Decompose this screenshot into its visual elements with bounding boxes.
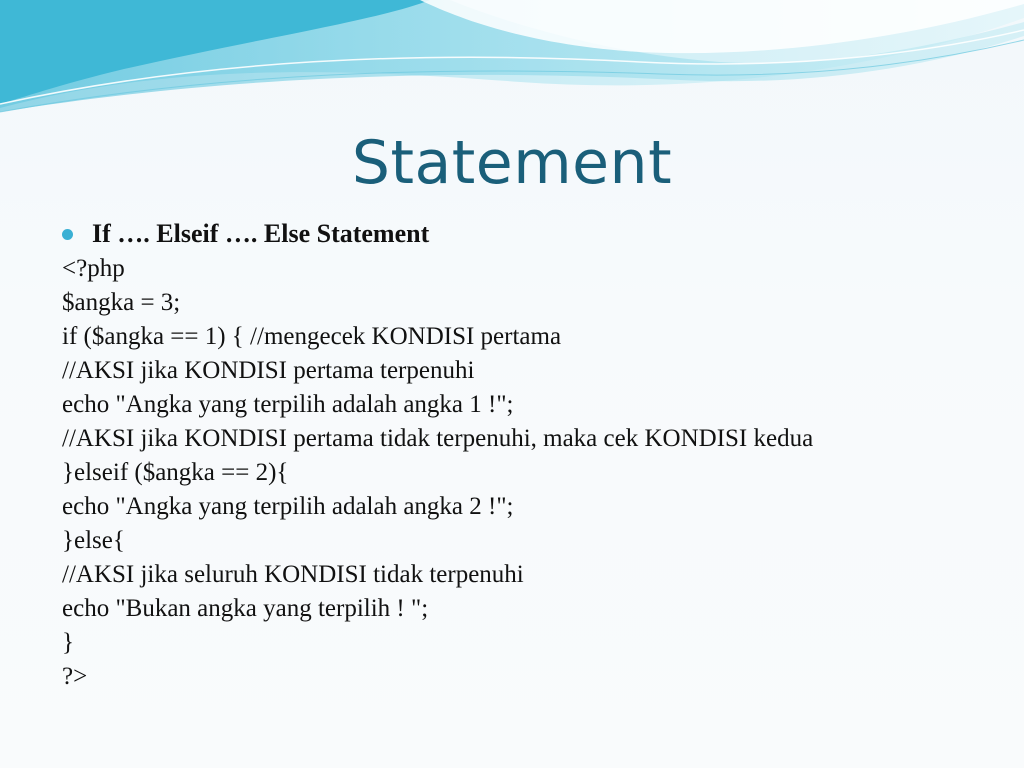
- code-block: [62, 252, 1002, 694]
- bullet-item: [62, 216, 1002, 252]
- slide-content: [62, 216, 1002, 694]
- code-line: //AKSI jika seluruh KONDISI tidak terpenuhi: [62, 561, 524, 588]
- code-line: echo "Angka yang terpilih adalah angka 2 !";: [62, 493, 514, 520]
- code-line: <?php: [62, 255, 125, 282]
- code-line: //AKSI jika KONDISI pertama tidak terpenuhi, maka cek KONDISI kedua: [62, 425, 814, 452]
- code-line: $angka = 3;: [62, 289, 181, 316]
- bullet-heading: If …. Elseif …. Else Statement: [92, 219, 430, 248]
- code-line: ?>: [62, 663, 88, 690]
- code-line: echo "Angka yang terpilih adalah angka 1 !";: [62, 391, 514, 418]
- header-wave-decoration: [0, 0, 1024, 130]
- code-line: }elseif ($angka == 2){: [62, 459, 289, 486]
- code-line: }: [62, 629, 74, 656]
- slide-title: Statement: [351, 128, 673, 198]
- code-line: if ($angka == 1) { //mengecek KONDISI pertama: [62, 323, 562, 350]
- bullet-dot-icon: [62, 229, 73, 240]
- code-line: //AKSI jika KONDISI pertama terpenuhi: [62, 357, 475, 384]
- code-line: echo "Bukan angka yang terpilih ! ";: [62, 595, 429, 622]
- code-line: }else{: [62, 527, 125, 554]
